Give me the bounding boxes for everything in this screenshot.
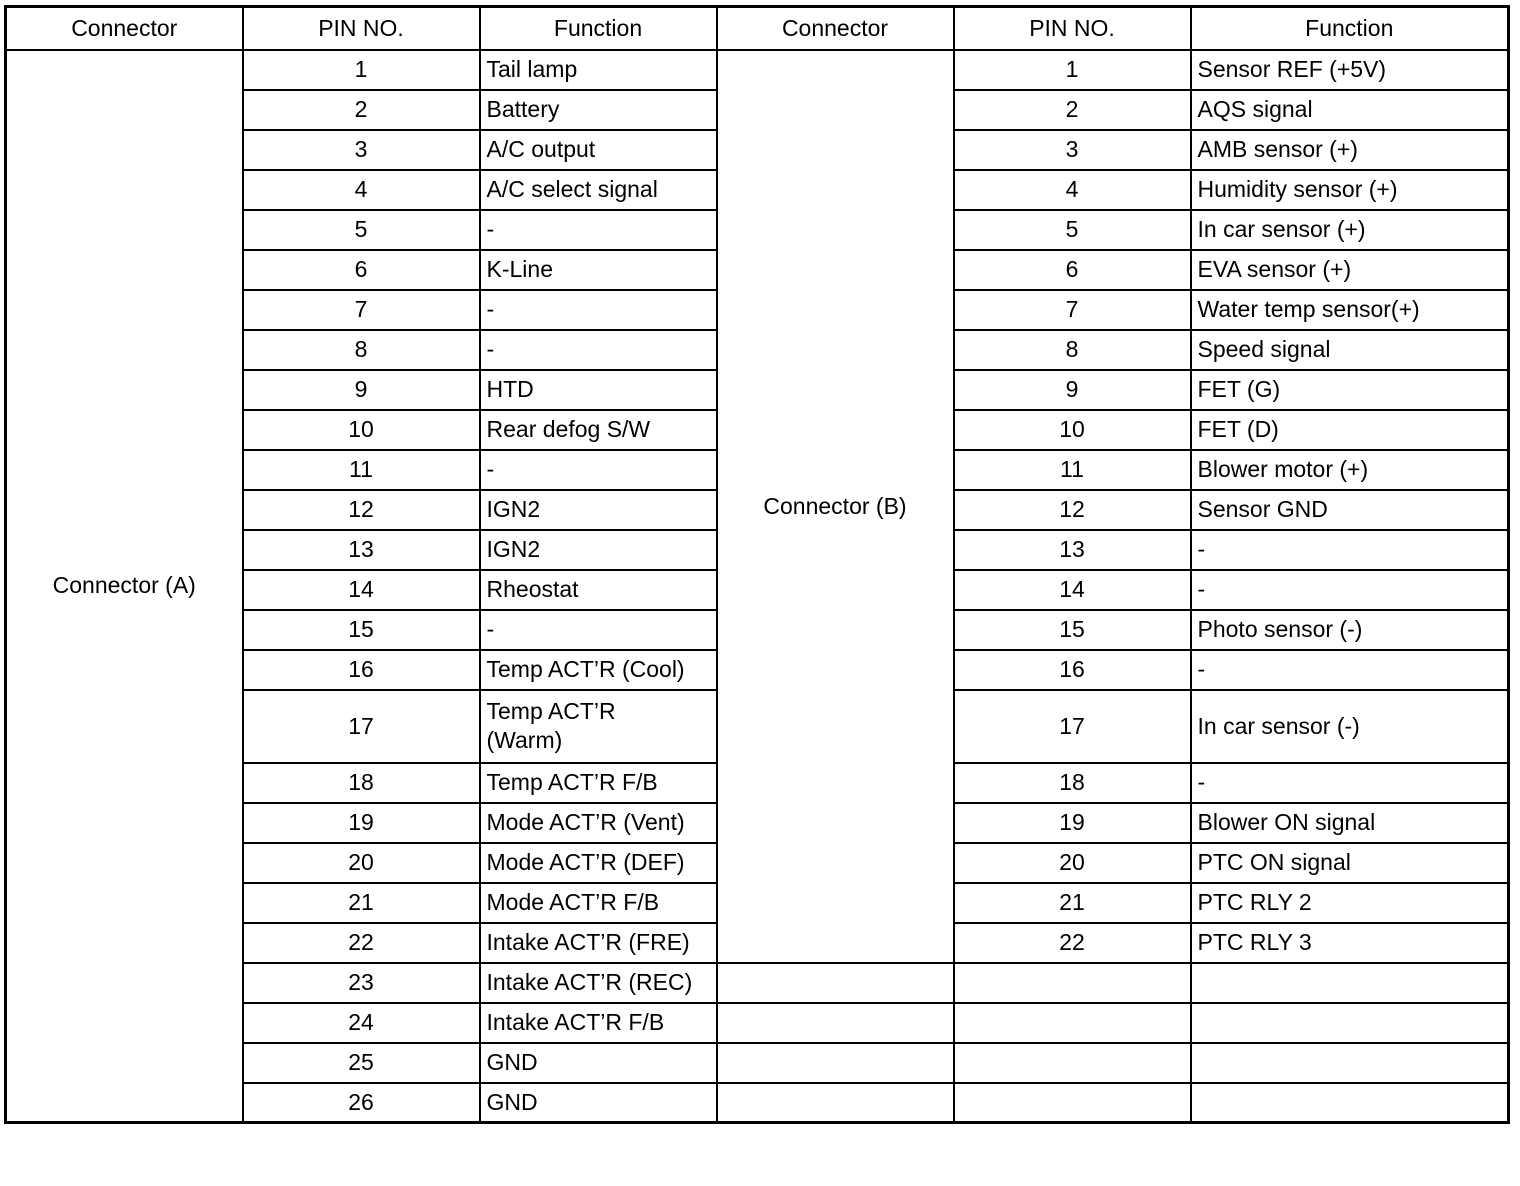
connector-b-function: AMB sensor (+) bbox=[1191, 130, 1509, 170]
connector-a-pin: 7 bbox=[243, 290, 480, 330]
connector-a-function: Tail lamp bbox=[480, 50, 717, 90]
connector-a-function: GND bbox=[480, 1043, 717, 1083]
header-pin-b: PIN NO. bbox=[954, 7, 1191, 50]
empty-cell bbox=[717, 1043, 954, 1083]
connector-a-function: Intake ACT’R (FRE) bbox=[480, 923, 717, 963]
connector-b-function: Sensor GND bbox=[1191, 490, 1509, 530]
empty-cell bbox=[954, 1043, 1191, 1083]
empty-cell bbox=[954, 1083, 1191, 1123]
connector-a-function: - bbox=[480, 450, 717, 490]
connector-a-function: Rheostat bbox=[480, 570, 717, 610]
connector-b-pin: 16 bbox=[954, 650, 1191, 690]
connector-a-pin: 13 bbox=[243, 530, 480, 570]
connector-b-pin: 1 bbox=[954, 50, 1191, 90]
connector-b-pin: 11 bbox=[954, 450, 1191, 490]
connector-b-function: PTC RLY 3 bbox=[1191, 923, 1509, 963]
connector-a-pin: 5 bbox=[243, 210, 480, 250]
connector-a-pin: 19 bbox=[243, 803, 480, 843]
connector-b-pin: 9 bbox=[954, 370, 1191, 410]
connector-b-function: Blower motor (+) bbox=[1191, 450, 1509, 490]
header-function-b: Function bbox=[1191, 7, 1509, 50]
connector-a-pin: 18 bbox=[243, 763, 480, 803]
empty-cell bbox=[1191, 1003, 1509, 1043]
connector-b-function: In car sensor (-) bbox=[1191, 690, 1509, 763]
connector-b-function: Photo sensor (-) bbox=[1191, 610, 1509, 650]
connector-a-function: HTD bbox=[480, 370, 717, 410]
connector-a-label: Connector (A) bbox=[6, 50, 243, 1123]
connector-a-pin: 15 bbox=[243, 610, 480, 650]
connector-a-pin: 3 bbox=[243, 130, 480, 170]
connector-a-pin: 16 bbox=[243, 650, 480, 690]
connector-b-pin: 8 bbox=[954, 330, 1191, 370]
connector-a-pin: 1 bbox=[243, 50, 480, 90]
connector-b-function: FET (G) bbox=[1191, 370, 1509, 410]
connector-b-function: EVA sensor (+) bbox=[1191, 250, 1509, 290]
connector-a-function: Temp ACT’R F/B bbox=[480, 763, 717, 803]
connector-b-function: - bbox=[1191, 570, 1509, 610]
connector-a-function: Mode ACT’R (Vent) bbox=[480, 803, 717, 843]
connector-a-pin: 2 bbox=[243, 90, 480, 130]
connector-b-pin: 15 bbox=[954, 610, 1191, 650]
connector-b-pin: 3 bbox=[954, 130, 1191, 170]
connector-a-function: Battery bbox=[480, 90, 717, 130]
empty-cell bbox=[1191, 963, 1509, 1003]
connector-b-pin: 7 bbox=[954, 290, 1191, 330]
connector-a-pin: 17 bbox=[243, 690, 480, 763]
connector-a-pin: 10 bbox=[243, 410, 480, 450]
connector-b-pin: 19 bbox=[954, 803, 1191, 843]
empty-cell bbox=[717, 1083, 954, 1123]
connector-a-function: Intake ACT’R (REC) bbox=[480, 963, 717, 1003]
connector-a-function: GND bbox=[480, 1083, 717, 1123]
connector-b-pin: 18 bbox=[954, 763, 1191, 803]
connector-a-pin: 21 bbox=[243, 883, 480, 923]
connector-b-function: AQS signal bbox=[1191, 90, 1509, 130]
header-pin-a: PIN NO. bbox=[243, 7, 480, 50]
connector-b-function: PTC ON signal bbox=[1191, 843, 1509, 883]
connector-b-pin: 21 bbox=[954, 883, 1191, 923]
connector-b-pin: 12 bbox=[954, 490, 1191, 530]
empty-cell bbox=[1191, 1083, 1509, 1123]
connector-b-function: Blower ON signal bbox=[1191, 803, 1509, 843]
connector-b-function: FET (D) bbox=[1191, 410, 1509, 450]
connector-b-pin: 17 bbox=[954, 690, 1191, 763]
connector-a-function: Temp ACT’R (Cool) bbox=[480, 650, 717, 690]
connector-b-function: Sensor REF (+5V) bbox=[1191, 50, 1509, 90]
header-function-a: Function bbox=[480, 7, 717, 50]
header-connector-b: Connector bbox=[717, 7, 954, 50]
connector-a-function: Mode ACT’R (DEF) bbox=[480, 843, 717, 883]
connector-a-function: - bbox=[480, 290, 717, 330]
connector-b-function: Water temp sensor(+) bbox=[1191, 290, 1509, 330]
connector-a-pin: 25 bbox=[243, 1043, 480, 1083]
connector-a-pin: 14 bbox=[243, 570, 480, 610]
connector-b-pin: 22 bbox=[954, 923, 1191, 963]
empty-cell bbox=[954, 1003, 1191, 1043]
connector-a-function: Intake ACT’R F/B bbox=[480, 1003, 717, 1043]
connector-b-pin: 2 bbox=[954, 90, 1191, 130]
connector-b-pin: 10 bbox=[954, 410, 1191, 450]
connector-b-label: Connector (B) bbox=[717, 50, 954, 963]
connector-a-function: - bbox=[480, 330, 717, 370]
empty-cell bbox=[717, 963, 954, 1003]
connector-a-pin: 23 bbox=[243, 963, 480, 1003]
connector-a-pin: 20 bbox=[243, 843, 480, 883]
connector-b-function: Speed signal bbox=[1191, 330, 1509, 370]
connector-a-function: IGN2 bbox=[480, 490, 717, 530]
empty-cell bbox=[717, 1003, 954, 1043]
connector-b-function: In car sensor (+) bbox=[1191, 210, 1509, 250]
connector-a-function: A/C output bbox=[480, 130, 717, 170]
connector-a-function: IGN2 bbox=[480, 530, 717, 570]
connector-a-function: Temp ACT’R (Warm) bbox=[480, 690, 717, 763]
connector-b-pin: 5 bbox=[954, 210, 1191, 250]
connector-b-function: - bbox=[1191, 650, 1509, 690]
connector-b-pin: 4 bbox=[954, 170, 1191, 210]
connector-b-function: Humidity sensor (+) bbox=[1191, 170, 1509, 210]
pin-table-body bbox=[6, 50, 1509, 1123]
connector-a-pin: 26 bbox=[243, 1083, 480, 1123]
empty-cell bbox=[954, 963, 1191, 1003]
connector-a-function: - bbox=[480, 610, 717, 650]
header-connector-a: Connector bbox=[6, 7, 243, 50]
connector-a-pin: 9 bbox=[243, 370, 480, 410]
connector-a-pin: 24 bbox=[243, 1003, 480, 1043]
connector-a-pin: 11 bbox=[243, 450, 480, 490]
connector-b-function: - bbox=[1191, 763, 1509, 803]
table-row bbox=[6, 50, 1509, 90]
connector-a-pin: 22 bbox=[243, 923, 480, 963]
connector-a-function: Mode ACT’R F/B bbox=[480, 883, 717, 923]
connector-pin-table bbox=[4, 5, 1510, 1124]
connector-b-pin: 6 bbox=[954, 250, 1191, 290]
connector-a-pin: 12 bbox=[243, 490, 480, 530]
connector-a-function: A/C select signal bbox=[480, 170, 717, 210]
connector-b-function: PTC RLY 2 bbox=[1191, 883, 1509, 923]
connector-b-pin: 20 bbox=[954, 843, 1191, 883]
connector-b-pin: 13 bbox=[954, 530, 1191, 570]
connector-a-function: Rear defog S/W bbox=[480, 410, 717, 450]
connector-a-pin: 4 bbox=[243, 170, 480, 210]
connector-b-pin: 14 bbox=[954, 570, 1191, 610]
empty-cell bbox=[1191, 1043, 1509, 1083]
connector-a-pin: 8 bbox=[243, 330, 480, 370]
connector-b-function: - bbox=[1191, 530, 1509, 570]
connector-a-pin: 6 bbox=[243, 250, 480, 290]
connector-a-function: - bbox=[480, 210, 717, 250]
header-row bbox=[6, 7, 1509, 50]
connector-a-function: K-Line bbox=[480, 250, 717, 290]
